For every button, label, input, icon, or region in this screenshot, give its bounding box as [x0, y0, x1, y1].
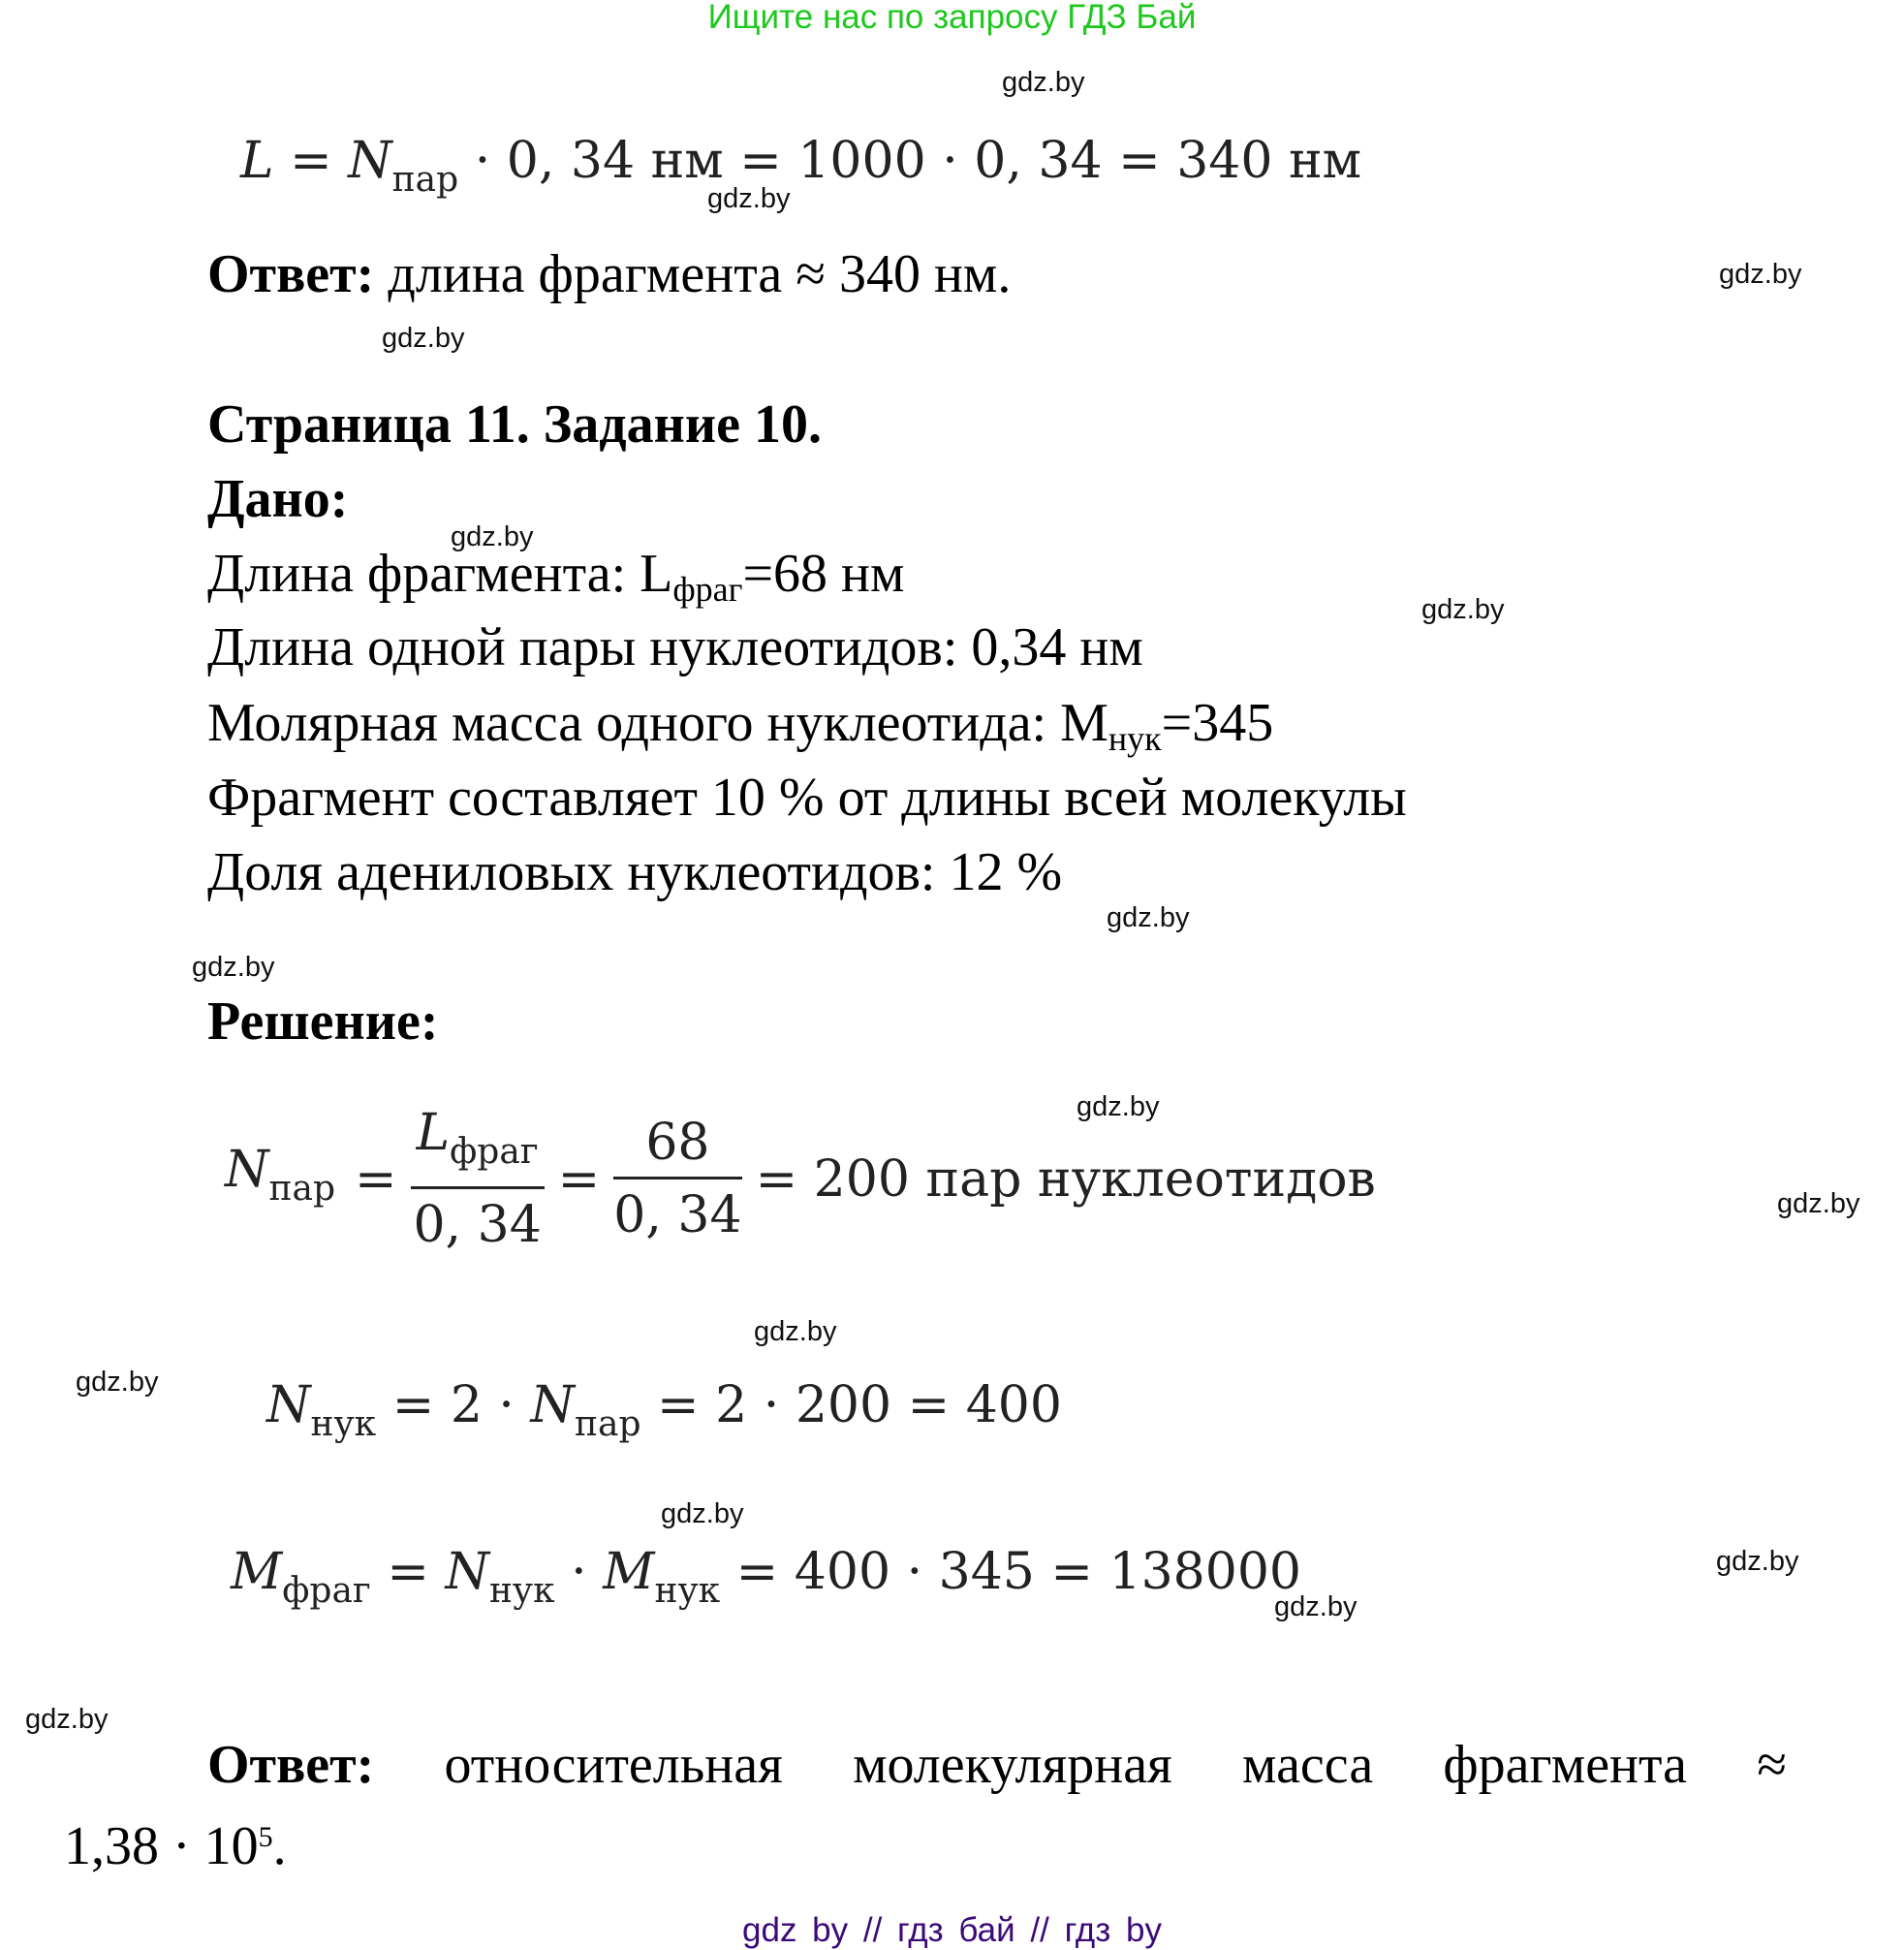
given-item [207, 769, 1407, 827]
formula-result: = 400 · 345 = 138000 [720, 1543, 1302, 1601]
formula-symbol: N [225, 1140, 269, 1199]
footer-links[interactable]: gdz by // гдз бай // гдз by [742, 1911, 1162, 1949]
formula-subscript: нук [654, 1571, 721, 1611]
watermark: gdz.by [1002, 67, 1085, 98]
watermark: gdz.by [451, 521, 534, 552]
fraction-numerator: 68 [613, 1113, 741, 1179]
formula-subscript: пар [575, 1404, 641, 1444]
task-heading: Страница 11. Задание 10. [207, 394, 823, 455]
given-label: Дано: [207, 469, 349, 529]
given-item [207, 545, 904, 618]
formula-symbol: N [266, 1376, 311, 1434]
answer-period: . [272, 1816, 287, 1876]
given-item [207, 843, 1062, 901]
watermark: gdz.by [1107, 902, 1190, 933]
formula-operator: = [557, 1149, 601, 1209]
formula-symbol: L [240, 132, 274, 190]
watermark: gdz.by [25, 1704, 109, 1735]
fraction [613, 1113, 741, 1245]
prev-answer [207, 245, 1011, 303]
formula-operator: = [290, 132, 332, 190]
formula-pairs [225, 1103, 1376, 1255]
formula-subscript: фраг [282, 1571, 371, 1611]
formula-symbol: N [530, 1376, 575, 1434]
answer-exponent: 5 [258, 1821, 273, 1853]
formula-subscript: нук [310, 1404, 377, 1444]
fraction-denominator: 0, 34 [613, 1186, 742, 1244]
formula-subscript: пар [268, 1168, 336, 1209]
formula-length [240, 132, 1361, 209]
answer-value: 1,38 · 10 [64, 1816, 259, 1876]
given-subscript: фраг [672, 570, 743, 609]
watermark: gdz.by [1274, 1591, 1358, 1622]
given-text: Молярная масса одного нуклеотида: M [207, 693, 1108, 753]
given-text: Доля адениловых нуклеотидов: 12 % [207, 842, 1063, 902]
approx-symbol: ≈ [1757, 1735, 1787, 1795]
final-answer [207, 1736, 1787, 1794]
formula-subscript: пар [391, 160, 459, 200]
formula-symbol: N [348, 132, 392, 190]
formula-result: = 2 · 200 = 400 [640, 1376, 1062, 1434]
answer-word: молекулярная [853, 1735, 1172, 1795]
answer-label: Ответ: [207, 1735, 375, 1795]
formula-mass [231, 1543, 1301, 1620]
formula-symbol: M [603, 1543, 655, 1601]
formula-subscript: нук [488, 1571, 555, 1611]
watermark: gdz.by [382, 323, 465, 354]
answer-label: Ответ: [207, 244, 375, 304]
watermark: gdz.by [707, 183, 791, 214]
formula-operator: · [554, 1543, 604, 1601]
solution-label: Решение: [207, 991, 439, 1052]
watermark: gdz.by [1719, 259, 1802, 290]
given-text: Фрагмент составляет 10 % от длины всей молекулы [207, 768, 1407, 828]
final-answer-value [64, 1808, 287, 1875]
answer-word: относительная [444, 1735, 783, 1795]
formula-symbol: M [231, 1543, 283, 1601]
answer-word: фрагмента [1443, 1735, 1688, 1795]
formula-lhs [225, 1141, 335, 1218]
watermark: gdz.by [1077, 1091, 1160, 1122]
given-value: =345 [1161, 693, 1274, 753]
formula-subscript: фраг [450, 1132, 539, 1172]
watermark: gdz.by [1777, 1188, 1860, 1219]
fraction-numerator [411, 1103, 545, 1189]
given-text: Длина одной пары нуклеотидов: 0,34 нм [207, 617, 1143, 677]
given-item [207, 618, 1143, 676]
formula-operator: = [355, 1149, 397, 1209]
formula-operator: = 2 · [376, 1376, 531, 1434]
formula-result: = 200 пар нуклеотидов [755, 1149, 1376, 1209]
fraction-denominator: 0, 34 [413, 1196, 542, 1254]
formula-operator: = [370, 1543, 446, 1601]
watermark: gdz.by [76, 1367, 159, 1398]
answer-text: длина фрагмента ≈ 340 нм. [374, 244, 1012, 304]
fraction [411, 1103, 545, 1255]
watermark: gdz.by [661, 1498, 744, 1529]
given-subscript: нук [1108, 719, 1162, 758]
given-text: Длина фрагмента: L [207, 544, 673, 604]
formula-nucleotides [266, 1376, 1062, 1454]
watermark: gdz.by [192, 952, 275, 983]
answer-word: масса [1242, 1735, 1374, 1795]
given-value: =68 нм [742, 544, 905, 604]
watermark: gdz.by [1421, 594, 1505, 625]
formula-symbol: N [445, 1543, 489, 1601]
formula-symbol: L [416, 1104, 451, 1162]
given-item [207, 694, 1273, 768]
promo-banner[interactable]: Ищите нас по запросу ГДЗ Бай [707, 0, 1197, 36]
watermark: gdz.by [754, 1316, 837, 1347]
formula-expression: · 0, 34 нм = 1000 · 0, 34 = 340 нм [474, 132, 1362, 190]
watermark: gdz.by [1716, 1546, 1799, 1577]
